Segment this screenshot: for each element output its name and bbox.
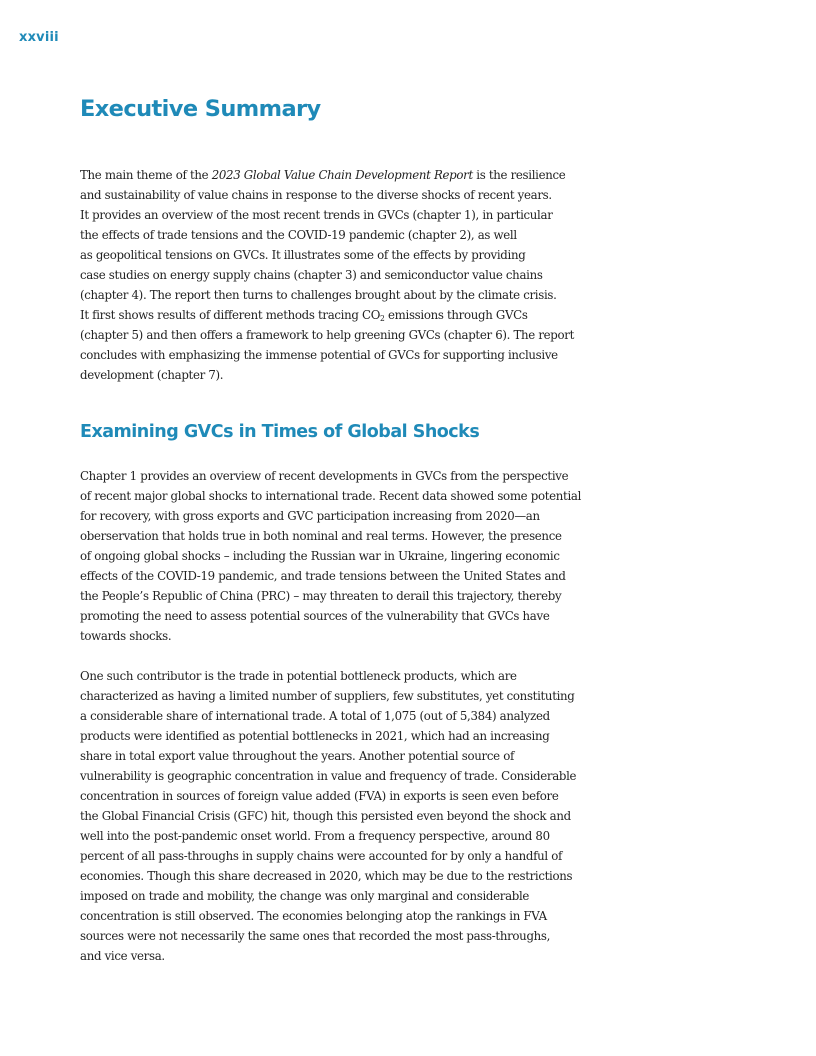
paragraph-line: percent of all pass-throughs in supply chains were accounted for by only a handful of: [80, 849, 563, 863]
paragraph-line: concentration is still observed. The economies belonging atop the rankings in FVA: [80, 909, 547, 923]
paragraph-line: Chapter 1 provides an overview of recent developments in GVCs from the perspective: [80, 469, 569, 483]
section-paragraph-2: [80, 666, 640, 966]
paragraph-line: products were identified as potential bottlenecks in 2021, which had an increasing: [80, 729, 550, 743]
paragraph-line: concentration in sources of foreign value added (FVA) in exports is seen even before: [80, 789, 559, 803]
intro-paragraph: [80, 165, 640, 385]
paragraph-line: effects of the COVID-19 pandemic, and trade tensions between the United States and: [80, 569, 566, 583]
paragraph-line: as geopolitical tensions on GVCs. It illustrates some of the effects by providing: [80, 248, 526, 262]
paragraph-line: oberservation that holds true in both nominal and real terms. However, the presence: [80, 529, 562, 543]
paragraph-line: economies. Though this share decreased in 2020, which may be due to the restrictions: [80, 869, 573, 883]
paragraph-line: towards shocks.: [80, 629, 172, 643]
paragraph-line: imposed on trade and mobility, the change was only marginal and considerable: [80, 889, 530, 903]
paragraph-line: of recent major global shocks to international trade. Recent data showed some potential: [80, 489, 582, 503]
subscript-2: 2: [380, 314, 385, 323]
paragraph-line: It provides an overview of the most recent trends in GVCs (chapter 1), in particular: [80, 208, 553, 222]
paragraph-line: sources were not necessarily the same ones that recorded the most pass-throughs,: [80, 929, 551, 943]
paragraph-line: the People’s Republic of China (PRC) – may threaten to derail this trajectory, thereby: [80, 589, 562, 603]
paragraph-line: It first shows results of different methods tracing $CO_2$ emissions through GVCs: [80, 308, 528, 323]
section-paragraph-1: [80, 466, 640, 646]
paragraph-line: the Global Financial Crisis (GFC) hit, though this persisted even beyond the shock and: [80, 809, 571, 823]
paragraph-line: and sustainability of value chains in response to the diverse shocks of recent years.: [80, 188, 552, 202]
paragraph-line: development (chapter 7).: [80, 368, 224, 382]
page-title: Executive Summary: [80, 96, 321, 122]
paragraph-line: concludes with emphasizing the immense potential of GVCs for supporting inclusive: [80, 348, 558, 362]
paragraph-line: (chapter 4). The report then turns to challenges brought about by the climate crisis.: [80, 288, 557, 302]
paragraph-line: and vice versa.: [80, 949, 165, 963]
paragraph-line: well into the post-pandemic onset world. From a frequency perspective, around 80: [80, 829, 550, 843]
paragraph-line: The main theme of the 2023 Global Value Chain Development Report is the resilience: [80, 168, 566, 182]
paragraph-line: share in total export value throughout the years. Another potential source of: [80, 749, 514, 763]
report-title-italic: 2023 Global Value Chain Development Report: [211, 168, 473, 182]
paragraph-line: the effects of trade tensions and the COVID-19 pandemic (chapter 2), as well: [80, 228, 517, 242]
paragraph-line: (chapter 5) and then offers a framework to help greening GVCs (chapter 6). The report: [80, 328, 574, 342]
paragraph-line: promoting the need to assess potential sources of the vulnerability that GVCs have: [80, 609, 550, 623]
paragraph-line: characterized as having a limited number of suppliers, few substitutes, yet constituting: [80, 689, 575, 703]
section-heading: Examining GVCs in Times of Global Shocks: [80, 422, 480, 442]
page-number: xxviii: [19, 30, 59, 45]
paragraph-line: One such contributor is the trade in potential bottleneck products, which are: [80, 669, 517, 683]
paragraph-line: vulnerability is geographic concentration in value and frequency of trade. Considerable: [80, 769, 577, 783]
paragraph-line: case studies on energy supply chains (chapter 3) and semiconductor value chains: [80, 268, 543, 282]
paragraph-line: for recovery, with gross exports and GVC participation increasing from 2020—an: [80, 509, 540, 523]
paragraph-line: a considerable share of international trade. A total of 1,075 (out of 5,384) analyzed: [80, 709, 550, 723]
paragraph-line: of ongoing global shocks – including the Russian war in Ukraine, lingering economic: [80, 549, 560, 563]
